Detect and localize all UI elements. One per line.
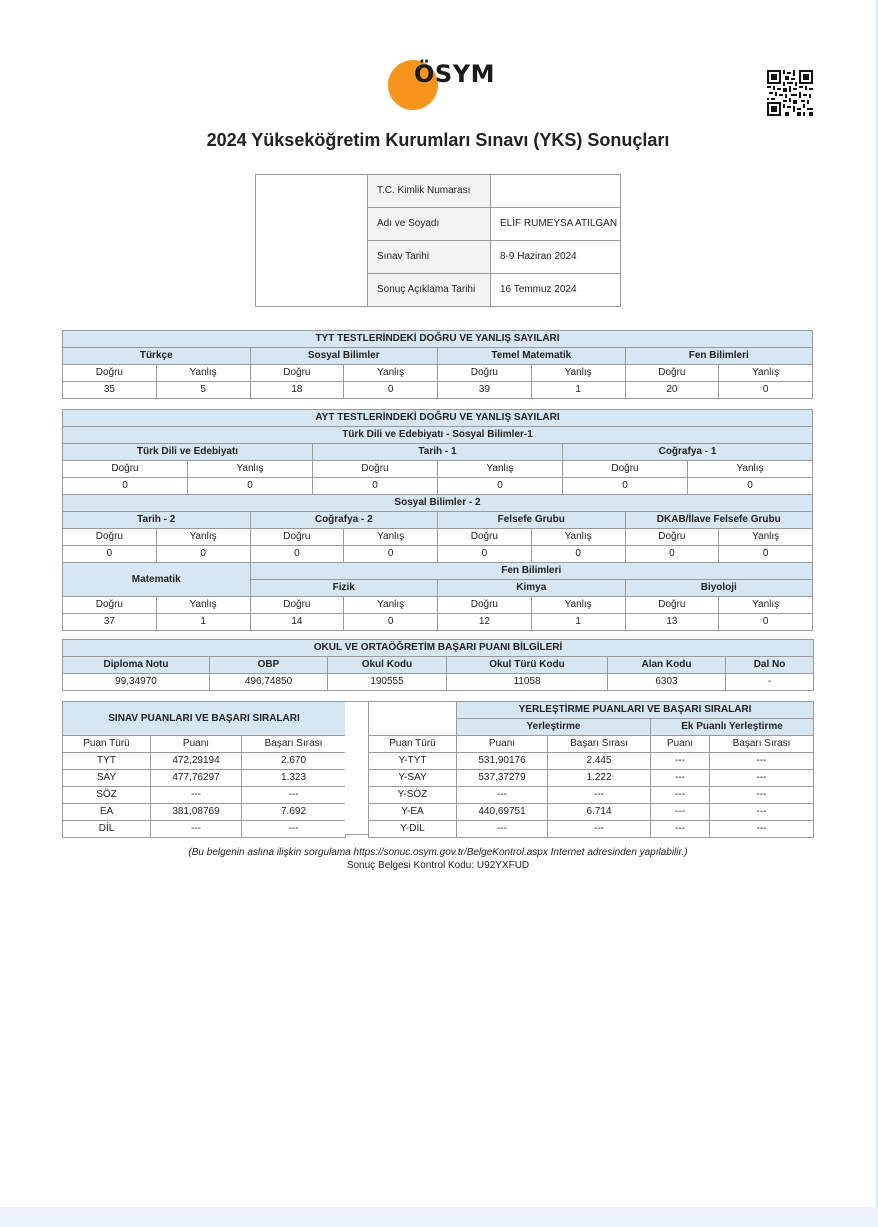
score-value: ---: [151, 821, 242, 838]
score-value: 537,37279: [457, 770, 548, 787]
col-header: Doğru: [313, 461, 438, 478]
placement-blank: [369, 702, 457, 736]
info-value-tc: [491, 175, 621, 208]
ayt-value: 1: [531, 614, 625, 631]
school-header: Okul Türü Kodu: [447, 657, 608, 674]
col-header: Yanlış: [719, 529, 813, 546]
ayt-subject: Coğrafya - 2: [250, 512, 438, 529]
ayt-subject: Türk Dili ve Edebiyatı: [63, 444, 313, 461]
ayt-value: 0: [438, 478, 563, 495]
col-header: Yanlış: [719, 365, 813, 382]
ayt-subject: Coğrafya - 1: [563, 444, 813, 461]
tyt-subject: Temel Matematik: [438, 348, 626, 365]
ayt-subject: Biyoloji: [625, 580, 813, 597]
table-row: [63, 804, 346, 821]
ayt-value: 0: [531, 546, 625, 563]
rank-value: ---: [242, 787, 346, 804]
score-type: EA: [63, 804, 151, 821]
ayt-value: 0: [719, 614, 813, 631]
table-row: [63, 787, 346, 804]
tyt-value: 35: [63, 382, 157, 399]
score-type: Y-SAY: [369, 770, 457, 787]
score-value: 531,90176: [457, 753, 548, 770]
score-type: DİL: [63, 821, 151, 838]
ayt-subject: Felsefe Grubu: [438, 512, 626, 529]
bonus-score-value: ---: [651, 804, 710, 821]
logo-text: ÖSYM: [414, 60, 495, 88]
rank-value: ---: [548, 787, 651, 804]
ayt-value: 0: [563, 478, 688, 495]
rank-value: 6.714: [548, 804, 651, 821]
score-type: Y-DİL: [369, 821, 457, 838]
col-header: Yanlış: [531, 365, 625, 382]
bonus-score-value: ---: [651, 770, 710, 787]
ayt-value: 37: [63, 614, 157, 631]
rank-value: ---: [242, 821, 346, 838]
col-header: Doğru: [625, 529, 719, 546]
col-header: Yanlış: [438, 461, 563, 478]
ayt-group-title: Türk Dili ve Edebiyatı - Sosyal Bilimler-1: [63, 427, 813, 444]
bonus-score-value: ---: [651, 753, 710, 770]
tyt-value: 20: [625, 382, 719, 399]
bonus-rank-value: ---: [710, 753, 814, 770]
placement-sub: Yerleştirme: [457, 719, 651, 736]
col-header: Yanlış: [719, 597, 813, 614]
table-row: [369, 821, 814, 838]
ayt-value: 0: [188, 478, 313, 495]
ayt-value: 0: [344, 614, 438, 631]
col-header: Doğru: [63, 597, 157, 614]
rank-value: 2.445: [548, 753, 651, 770]
info-label: Sonuç Açıklama Tarihi: [368, 274, 491, 307]
school-header: OBP: [210, 657, 328, 674]
col-header: Doğru: [63, 365, 157, 382]
col-header: Puanı: [151, 736, 242, 753]
school-type-code-value: 11058: [447, 674, 608, 691]
ayt-value: 14: [250, 614, 344, 631]
tyt-value: 1: [531, 382, 625, 399]
verification-note: (Bu belgenin aslına ilişkin sorgulama https://sonuc.osym.gov.tr/BelgeKontrol.aspx Internet adresinden yapılabilir.): [188, 847, 688, 858]
score-value: 472,29194: [151, 753, 242, 770]
info-label: T.C. Kimlik Numarası: [368, 175, 491, 208]
tyt-value: 18: [250, 382, 344, 399]
school-header: Alan Kodu: [608, 657, 726, 674]
ayt-value: 0: [156, 546, 250, 563]
ayt-subject-matematik: Matematik: [63, 563, 251, 597]
ayt-subject: Kimya: [438, 580, 626, 597]
col-header: Yanlış: [156, 529, 250, 546]
tyt-subject: Fen Bilimleri: [625, 348, 813, 365]
col-header: Başarı Sırası: [710, 736, 814, 753]
col-header: Doğru: [63, 529, 157, 546]
ayt-value: 0: [438, 546, 532, 563]
bonus-rank-value: ---: [710, 787, 814, 804]
school-header: Diploma Notu: [63, 657, 210, 674]
tyt-subject: Türkçe: [63, 348, 251, 365]
ayt-subject: Fizik: [250, 580, 438, 597]
col-header: Yanlış: [156, 365, 250, 382]
ayt-value: 0: [688, 478, 813, 495]
info-value-name: ELİF RUMEYSA ATILGAN: [491, 208, 621, 241]
rank-value: 1.222: [548, 770, 651, 787]
col-header: Doğru: [250, 529, 344, 546]
tyt-value: 0: [344, 382, 438, 399]
col-header: Doğru: [438, 529, 532, 546]
score-type: Y-EA: [369, 804, 457, 821]
table-row: [369, 804, 814, 821]
rank-value: 7.692: [242, 804, 346, 821]
score-value: 477,76297: [151, 770, 242, 787]
info-value-exam-date: 8-9 Haziran 2024: [491, 241, 621, 274]
col-header: Puan Türü: [369, 736, 457, 753]
school-header: Okul Kodu: [328, 657, 447, 674]
table-row: [63, 770, 346, 787]
rank-value: 2.670: [242, 753, 346, 770]
table-row: [369, 770, 814, 787]
info-label: Sınav Tarihi: [368, 241, 491, 274]
score-value: ---: [151, 787, 242, 804]
ayt-value: 12: [438, 614, 532, 631]
ayt-title: AYT TESTLERİNDEKİ DOĞRU VE YANLIŞ SAYILARI: [63, 410, 813, 427]
obp-value: 496,74850: [210, 674, 328, 691]
ayt-subject: Tarih - 2: [63, 512, 251, 529]
score-type: Y-SÖZ: [369, 787, 457, 804]
ayt-group-title: Sosyal Bilimler - 2: [63, 495, 813, 512]
col-header: Doğru: [250, 365, 344, 382]
ayt-value: 0: [313, 478, 438, 495]
col-header: Yanlış: [688, 461, 813, 478]
table-row: [63, 821, 346, 838]
col-header: Başarı Sırası: [242, 736, 346, 753]
col-header: Yanlış: [344, 529, 438, 546]
exam-scores-table: [62, 701, 346, 838]
col-header: Doğru: [625, 597, 719, 614]
col-header: Doğru: [250, 597, 344, 614]
ayt-group-title: Fen Bilimleri: [250, 563, 813, 580]
ayt-subject: Tarih - 1: [313, 444, 563, 461]
placement-scores-table: [368, 701, 814, 838]
candidate-info-table: [255, 174, 621, 307]
table-gap: [345, 701, 368, 835]
score-type: SAY: [63, 770, 151, 787]
placement-title: YERLEŞTİRME PUANLARI VE BAŞARI SIRALARI: [457, 702, 814, 719]
col-header: Yanlış: [188, 461, 313, 478]
tyt-value: 0: [719, 382, 813, 399]
page-title: 2024 Yükseköğretim Kurumları Sınavı (YKS) Sonuçları: [206, 130, 670, 150]
score-value: ---: [457, 787, 548, 804]
score-value: 381,08769: [151, 804, 242, 821]
score-value: ---: [457, 821, 548, 838]
info-value-result-date: 16 Temmuz 2024: [491, 274, 621, 307]
placement-sub: Ek Puanlı Yerleştirme: [651, 719, 814, 736]
school-code-value: 190555: [328, 674, 447, 691]
score-type: TYT: [63, 753, 151, 770]
col-header: Yanlış: [344, 597, 438, 614]
bonus-rank-value: ---: [710, 821, 814, 838]
branch-no-value: -: [726, 674, 814, 691]
col-header: Doğru: [625, 365, 719, 382]
table-row: [369, 787, 814, 804]
tyt-table: [62, 330, 813, 399]
col-header: Puan Türü: [63, 736, 151, 753]
rank-value: 1.323: [242, 770, 346, 787]
col-header: Doğru: [438, 597, 532, 614]
control-code: Sonuç Belgesi Kontrol Kodu: U92YXFUD: [346, 860, 530, 871]
tyt-value: 39: [438, 382, 532, 399]
col-header: Başarı Sırası: [548, 736, 651, 753]
ayt-value: 0: [625, 546, 719, 563]
score-type: SÖZ: [63, 787, 151, 804]
col-header: Yanlış: [344, 365, 438, 382]
bonus-score-value: ---: [651, 821, 710, 838]
bonus-rank-value: ---: [710, 804, 814, 821]
school-header: Dal No: [726, 657, 814, 674]
info-label: Adı ve Soyadı: [368, 208, 491, 241]
score-value: 440,69751: [457, 804, 548, 821]
school-info-table: [62, 639, 814, 691]
col-header: Doğru: [63, 461, 188, 478]
school-title: OKUL VE ORTAÖĞRETİM BAŞARI PUANI BİLGİLERİ: [63, 640, 814, 657]
bonus-rank-value: ---: [710, 770, 814, 787]
ayt-subject: DKAB/İlave Felsefe Grubu: [625, 512, 813, 529]
ayt-value: 0: [250, 546, 344, 563]
ayt-value: 0: [63, 546, 157, 563]
col-header: Yanlış: [531, 529, 625, 546]
tyt-value: 5: [156, 382, 250, 399]
ayt-value: 0: [344, 546, 438, 563]
ayt-table: [62, 409, 813, 631]
score-type: Y-TYT: [369, 753, 457, 770]
exam-scores-title: SINAV PUANLARI VE BAŞARI SIRALARI: [63, 702, 346, 736]
bonus-score-value: ---: [651, 787, 710, 804]
field-code-value: 6303: [608, 674, 726, 691]
col-header: Doğru: [563, 461, 688, 478]
qr-code-icon: [767, 70, 813, 116]
ayt-value: 13: [625, 614, 719, 631]
tyt-title: TYT TESTLERİNDEKİ DOĞRU VE YANLIŞ SAYILARI: [63, 331, 813, 348]
col-header: Yanlış: [156, 597, 250, 614]
ayt-value: 1: [156, 614, 250, 631]
rank-value: ---: [548, 821, 651, 838]
table-row: [369, 753, 814, 770]
table-row: [63, 753, 346, 770]
col-header: Puanı: [651, 736, 710, 753]
photo-placeholder: [256, 175, 368, 307]
col-header: Puanı: [457, 736, 548, 753]
col-header: Yanlış: [531, 597, 625, 614]
ayt-value: 0: [63, 478, 188, 495]
diploma-value: 99,34970: [63, 674, 210, 691]
tyt-subject: Sosyal Bilimler: [250, 348, 438, 365]
osym-logo: [388, 58, 498, 112]
col-header: Doğru: [438, 365, 532, 382]
ayt-value: 0: [719, 546, 813, 563]
